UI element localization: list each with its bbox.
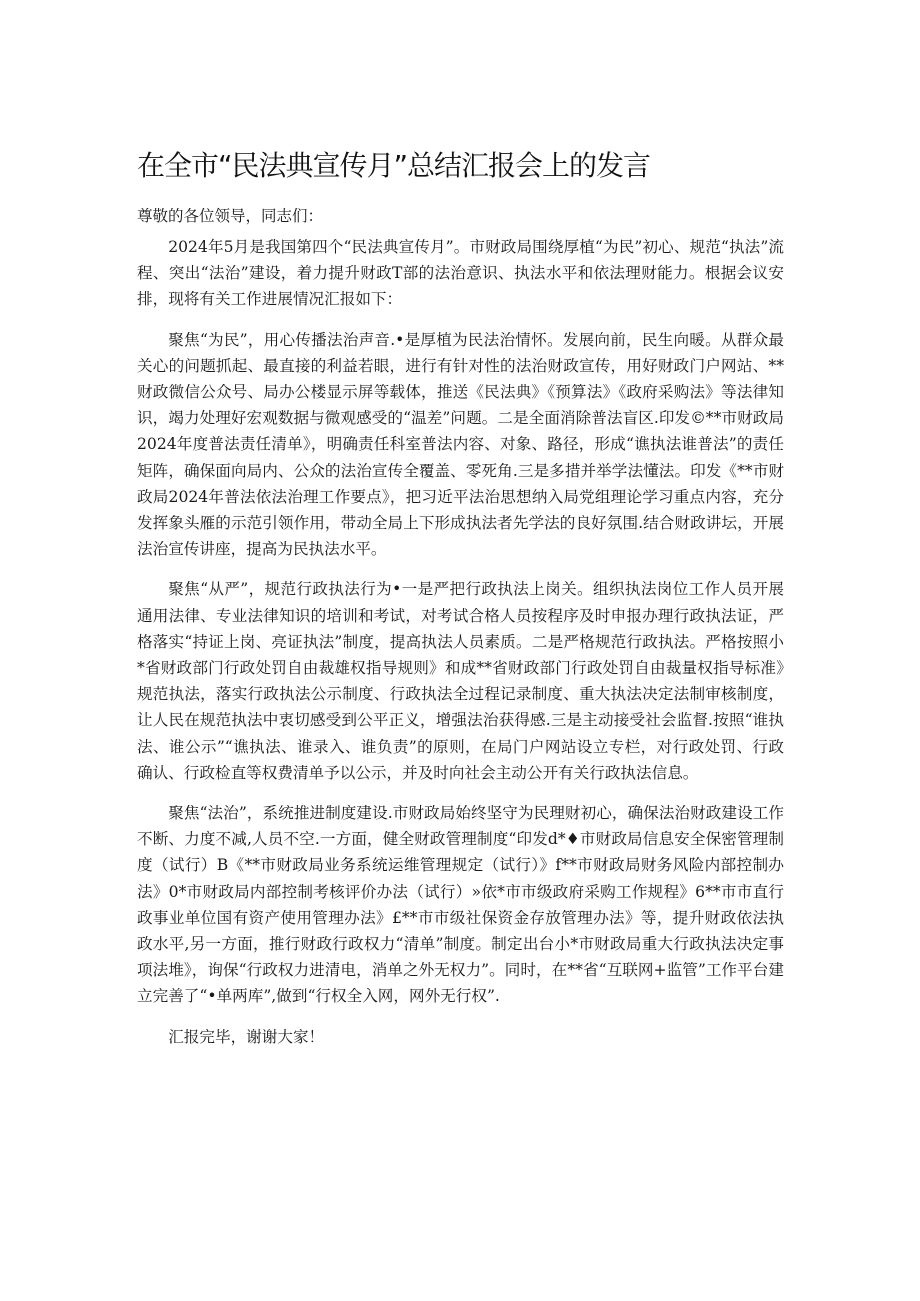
- document-body: [137, 234, 784, 1050]
- paragraph-serve-people: 聚焦“为民”，用心传播法治声音.•是厚植为民法治情怀。发展向前，民生向暖。从群众最关心的问题抓起、最直接的利益若眼，进行有针对性的法治财政宣传，用好财政门户网站、**财政微信公众号、局办公楼显示屏等载体，推送《民法典》《预算法》《政府采购法》等法律知识，竭力处理好宏观数据与微观感受的“温差”问题。二是全面消除普法盲区.印发©**市财政局2024年度普法责任清单》，明确责任科室普法内容、对象、路径，形成“谯执法谁普法”的责任矩阵，确保面向局内、公众的法治宣传全覆盖、零死角.三是多措并举学法懂法。印发《**市财政局2024年普法依法治理工作要点》，把习近平法治思想纳入局党组理论学习重点内容，充分发挥象头雁的示范引领作用，带动全局上下形成执法者先学法的良好氛围.结合财政讲坛，开展法治宣传讲座，提高为民执法水平。: [137, 330, 784, 559]
- paragraph-intro: 2024年5月是我国第四个“民法典宣传月”。市财政局围绕厚植“为民”初心、规范“执法”流程、突出“法治”建设，着力提升财政T部的法治意识、执法水平和依法理财能力。根据会议安排，现将有关工作进展情况汇报如下：: [137, 238, 784, 309]
- salutation: 尊敬的各位领导，同志们：: [137, 207, 324, 225]
- paragraph-strict-enforcement: 聚焦“从严”，规范行政执法行为•一是严把行政执法上岗关。组织执法岗位工作人员开展通用法律、专业法律知识的培训和考试，对考试合格人员按程序及时申报办理行政执法证，严格落实“持证上岗、亮证执法”制度，提高执法人员素质。二是严格规范行政执法。严格按照小*省财政部门行政处罚自由裁雄权指导规则》和成**省财政部门行政处罚自由裁量权指导标准》规范执法，落实行政执法公示制度、行政执法全过程记录制度、重大执法决定法制审核制度，让人民在规范执法中衷切感受到公平正义，增强法治获得感.三是主动接受社会监督.按照“谁执法、谁公示”“谯执法、谁录入、谁负责”的原则，在局门户网站设立专栏，对行政处罚、行政确认、行政检直等权费清单予以公示，并及时向社会主动公开有关行政执法信息。: [137, 580, 784, 782]
- closing-line: 汇报完毕，谢谢大家！: [168, 1027, 325, 1046]
- paragraph-rule-of-law: 聚焦“法治”，系统推进制度建设.市财政局始终坚守为民理财初心，确保法治财政建设工作不断、力度不减,人员不空.一方面，健全财政管理制度“印发d*♦市财政局信息安全保密管理制度（试行）B《**市财政局业务系统运维管理规定（试行）》f**市财政局财务风险内部控制办法》0*市财政局内部控制考核评价办法（试行）»依*市市级政府采购工作规程》6**市市直行政事业单位国有资产使用管理办法》£**市市级社保资金存放管理办法》等，提升财政依法执政水平,另一方面，推行财政行政权力“清单”制度。制定出台小*市财政局重大行政执法决定事项法堆》，询保“行政权力进清电，消单之外无权力”。同时，在**省“互联网+监管”工作平台建立完善了“•单两库”,做到“行权全入网，网外无行权”.: [137, 804, 784, 1006]
- document-title: 在全市“民法典宣传月”总结汇报会上的发言: [137, 149, 651, 182]
